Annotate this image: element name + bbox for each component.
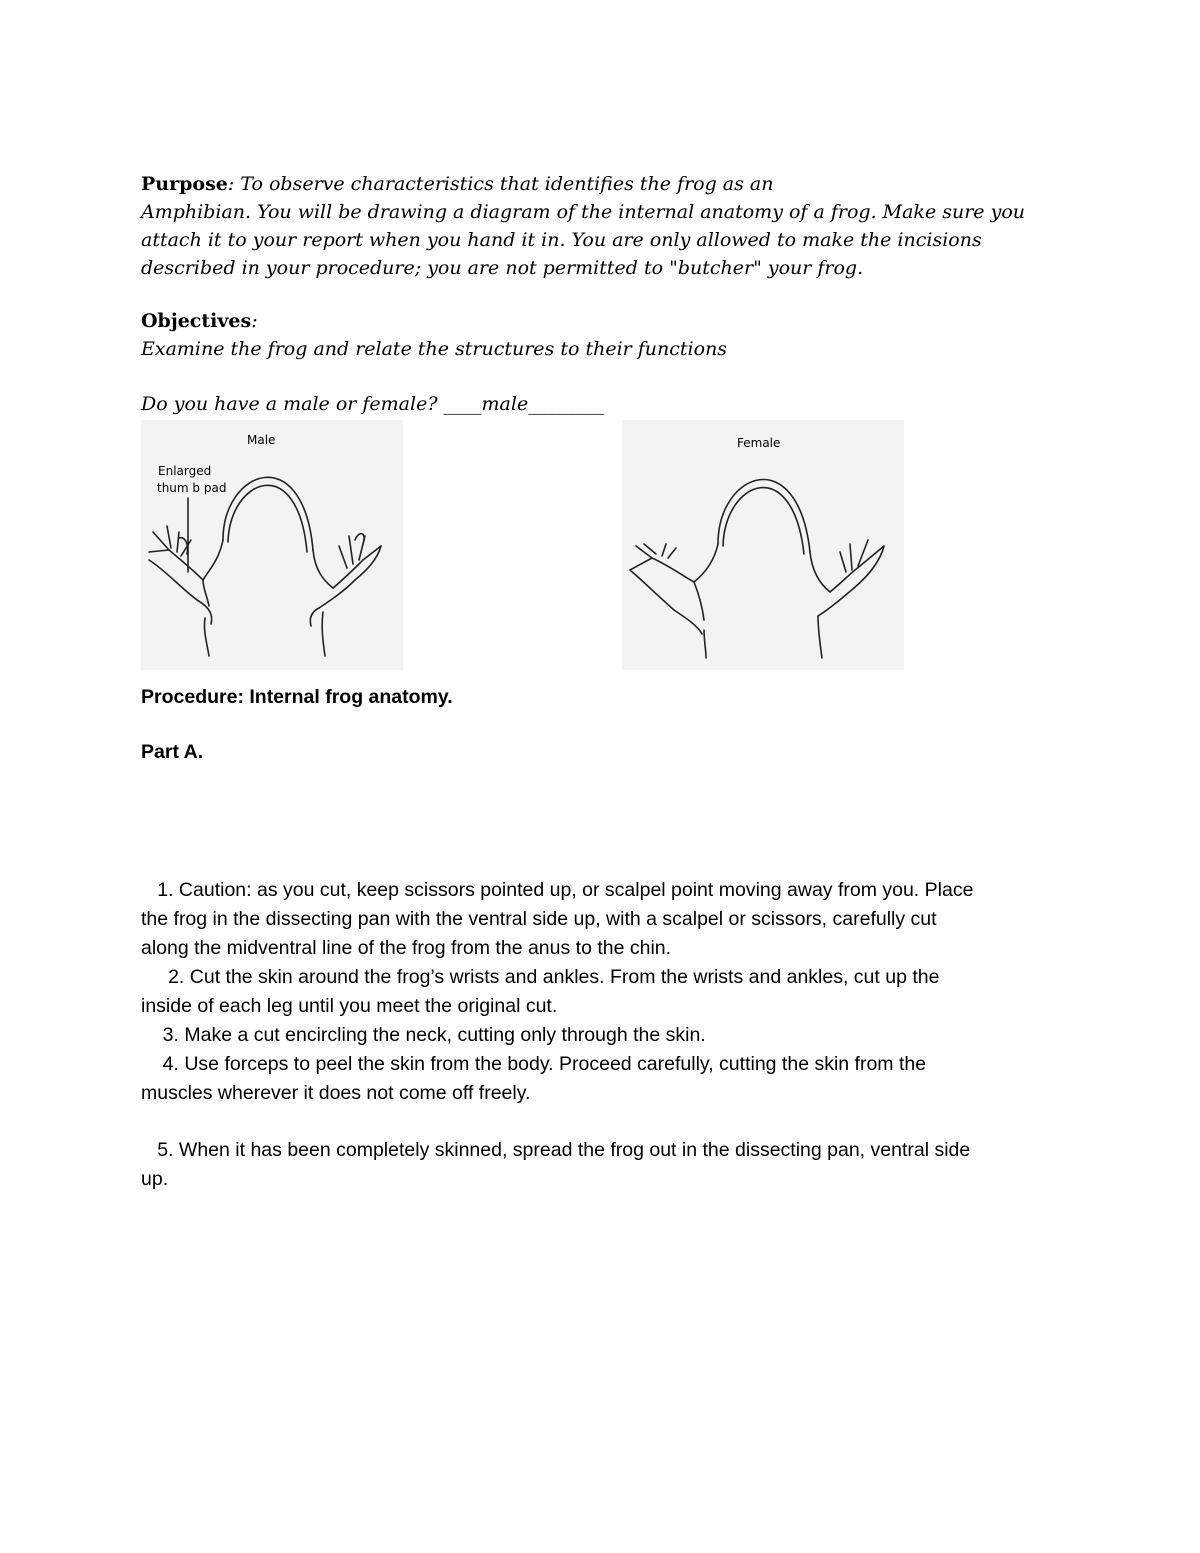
step-5-line-1: 5. When it has been completely skinned, spread the frog out in the dissecting pan, ventral side — [141, 1139, 971, 1161]
purpose-paragraph — [141, 170, 1081, 282]
female-frog-figure — [622, 420, 904, 670]
procedure-heading: Procedure: Internal frog anatomy. — [141, 686, 453, 708]
purpose-colon: : — [227, 173, 235, 195]
female-frog-drawing — [622, 420, 904, 670]
step-1-line-1: 1. Caution: as you cut, keep scissors pointed up, or scalpel point moving away from you. Place — [141, 879, 974, 901]
purpose-line-2: Amphibian. You will be drawing a diagram of the internal anatomy of a frog. Make sure you — [141, 201, 1025, 223]
step-1-line-3: along the midventral line of the frog from the anus to the chin. — [141, 937, 672, 959]
purpose-line-1 — [141, 170, 1081, 198]
step-2-line-1: 2. Cut the skin around the frog’s wrists and ankles. From the wrists and ankles, cut up the — [141, 966, 940, 988]
thumb-pad-label-line-1: Enlarged — [158, 464, 212, 478]
thumb-pad-label-line-2: thum b pad — [157, 481, 227, 495]
step-3-line-1: 3. Make a cut encircling the neck, cutting only through the skin. — [141, 1024, 706, 1046]
male-frog-figure — [141, 420, 403, 670]
step-2-line-2: inside of each leg until you meet the original cut. — [141, 995, 558, 1017]
step-spacer — [141, 1108, 1061, 1136]
objectives-text: Examine the frog and relate the structures to their functions — [141, 338, 728, 360]
step-4-line-2: muscles wherever it does not come off freely. — [141, 1082, 531, 1104]
objectives-colon: : — [251, 310, 258, 332]
purpose-text-1: To observe characteristics that identifies the frog as an — [234, 173, 774, 195]
male-label: Male — [247, 433, 276, 447]
step-5-line-2: up. — [141, 1168, 169, 1190]
step-1-line-2: the frog in the dissecting pan with the ventral side up, with a scalpel or scissors, carefully cut — [141, 908, 937, 930]
objectives-heading — [141, 307, 258, 335]
procedure-steps — [141, 876, 1061, 1194]
objectives-label: Objectives — [141, 310, 252, 332]
purpose-line-3: attach it to your report when you hand it in. You are only allowed to make the incisions — [141, 229, 982, 251]
step-4-line-1: 4. Use forceps to peel the skin from the body. Proceed carefully, cutting the skin from the — [141, 1053, 927, 1075]
male-frog-drawing — [141, 420, 403, 670]
female-label: Female — [737, 436, 781, 450]
part-a-heading: Part A. — [141, 741, 204, 763]
sex-question: Do you have a male or female? ____male________ — [141, 393, 605, 415]
purpose-line-4: described in your procedure; you are not permitted to "butcher" your frog. — [141, 257, 864, 279]
purpose-label: Purpose — [141, 173, 228, 195]
